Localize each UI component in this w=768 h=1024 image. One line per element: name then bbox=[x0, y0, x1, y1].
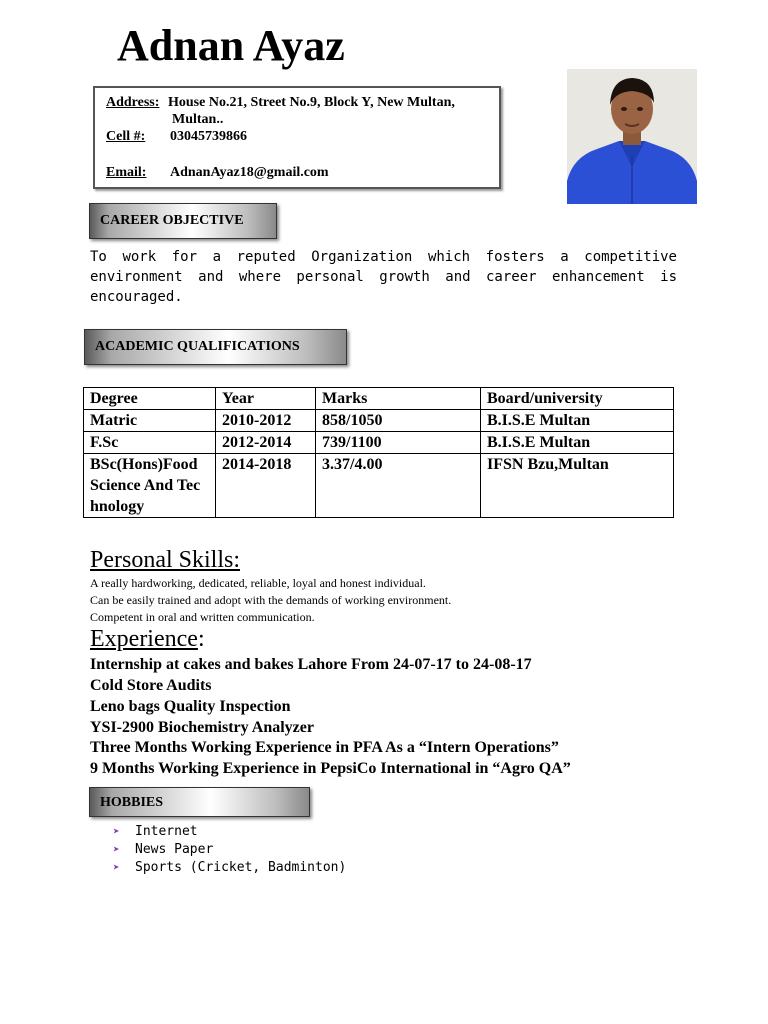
table-cell: B.I.S.E Multan bbox=[481, 410, 674, 432]
table-row bbox=[84, 410, 674, 432]
cell-value: 03045739866 bbox=[170, 129, 247, 144]
experience-item: Cold Store Audits bbox=[90, 677, 212, 694]
table-cell: 2012-2014 bbox=[216, 432, 316, 454]
hobbies-banner bbox=[89, 787, 310, 817]
arrow-bullet-icon: ➤ bbox=[113, 825, 120, 838]
hobby-label: News Paper bbox=[135, 842, 214, 857]
table-cell: F.Sc bbox=[84, 432, 216, 454]
table-cell: 2010-2012 bbox=[216, 410, 316, 432]
experience-item: 9 Months Working Experience in PepsiCo International in “Agro QA” bbox=[90, 760, 571, 777]
candidate-name: Adnan Ayaz bbox=[117, 21, 345, 70]
experience-heading: Experience bbox=[90, 626, 198, 652]
email-label: Email: bbox=[106, 165, 147, 180]
career-objective-heading: CAREER OBJECTIVE bbox=[100, 213, 244, 228]
experience-item: Internship at cakes and bakes Lahore From 24-07-17 to 24-08-17 bbox=[90, 656, 532, 673]
table-cell: 739/1100 bbox=[316, 432, 481, 454]
career-objective-banner bbox=[89, 203, 277, 239]
hobby-item bbox=[113, 823, 198, 841]
contact-box bbox=[93, 86, 501, 189]
academic-banner bbox=[84, 329, 347, 365]
cell-label: Cell #: bbox=[106, 129, 146, 144]
hobby-label: Internet bbox=[135, 824, 198, 839]
address-line2: Multan.. bbox=[172, 112, 224, 127]
column-header: Year bbox=[216, 388, 316, 410]
email-value: AdnanAyaz18@gmail.com bbox=[170, 165, 329, 180]
table-row bbox=[84, 432, 674, 454]
skill-item: Competent in oral and written communication. bbox=[90, 610, 315, 624]
column-header: Degree bbox=[84, 388, 216, 410]
skill-item: A really hardworking, dedicated, reliable, loyal and honest individual. bbox=[90, 576, 426, 590]
experience-colon: : bbox=[197, 626, 205, 652]
address-label: Address: bbox=[106, 95, 160, 110]
arrow-bullet-icon: ➤ bbox=[113, 861, 120, 874]
academic-heading: ACADEMIC QUALIFICATIONS bbox=[95, 339, 300, 354]
arrow-bullet-icon: ➤ bbox=[113, 843, 120, 856]
qualifications-table bbox=[83, 387, 674, 518]
table-cell: Matric bbox=[84, 410, 216, 432]
experience-item: Leno bags Quality Inspection bbox=[90, 698, 291, 715]
column-header: Board/university bbox=[481, 388, 674, 410]
table-cell: BSc(Hons)Food Science And Technology bbox=[84, 454, 216, 518]
hobby-label: Sports (Cricket, Badminton) bbox=[135, 860, 347, 875]
table-cell: 3.37/4.00 bbox=[316, 454, 481, 518]
skill-item: Can be easily trained and adopt with the demands of working environment. bbox=[90, 593, 452, 607]
hobby-item bbox=[113, 841, 213, 859]
experience-item: Three Months Working Experience in PFA As a “Intern Operations” bbox=[90, 739, 559, 756]
profile-photo-illustration bbox=[567, 69, 697, 204]
career-objective-text: To work for a reputed Organization which fosters a competitive environment and where personal growth and career enhancement is encouraged. bbox=[90, 249, 677, 305]
address-line1: House No.21, Street No.9, Block Y, New Multan, bbox=[168, 95, 455, 110]
table-cell: 858/1050 bbox=[316, 410, 481, 432]
table-cell: 2014-2018 bbox=[216, 454, 316, 518]
column-header: Marks bbox=[316, 388, 481, 410]
experience-item: YSI-2900 Biochemistry Analyzer bbox=[90, 719, 314, 736]
profile-photo bbox=[567, 69, 697, 204]
table-row bbox=[84, 454, 674, 518]
hobby-item bbox=[113, 859, 346, 877]
table-cell: IFSN Bzu,Multan bbox=[481, 454, 674, 518]
experience-heading-wrap bbox=[90, 625, 205, 653]
hobbies-heading: HOBBIES bbox=[100, 795, 164, 810]
personal-skills-heading: Personal Skills: bbox=[90, 547, 241, 573]
table-header-row bbox=[84, 388, 674, 410]
table-cell: B.I.S.E Multan bbox=[481, 432, 674, 454]
